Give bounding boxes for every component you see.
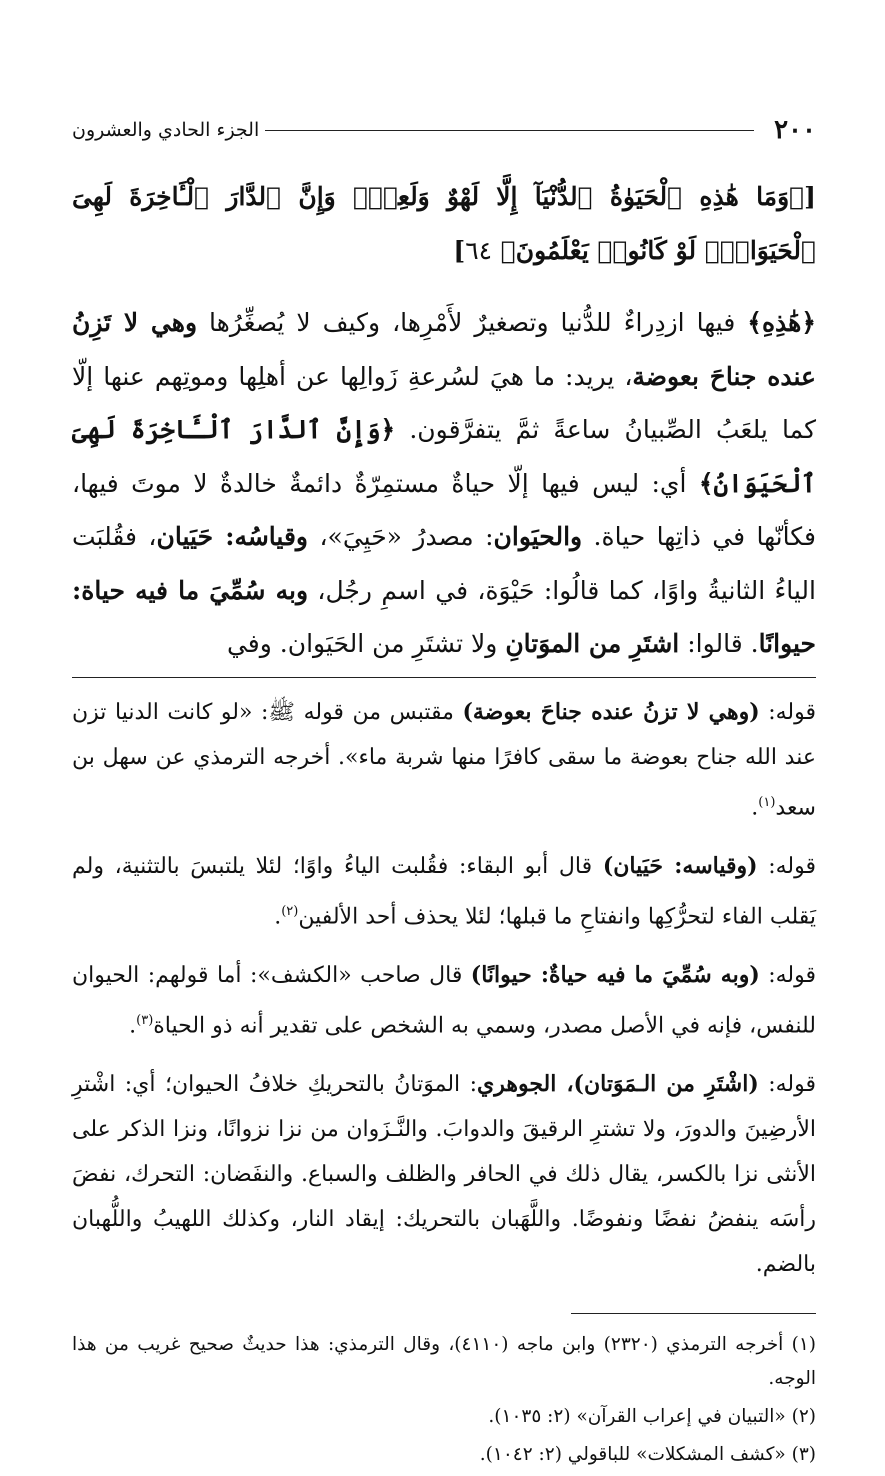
commentary-paragraph — [72, 953, 816, 1048]
footnote-item: (٣) «كشف المشكلات» للباقولي (٢: ١٠٤٢). — [479, 1444, 816, 1466]
tafsir-segment: : مصدرُ «حَيِيَ»، — [308, 522, 494, 551]
page — [72, 110, 816, 1476]
commentary-text: قال صاحب «الكشف»: أما قولهم: الحيوان للنفس، فإنه في الأصل مصدر، وسمي به الشخص على تقدير أنه ذو الحياة — [72, 963, 816, 1039]
commentary-text: : الموَتانُ بالتحريكِ خلافُ الحيوان؛ أي: اشْترِ الأرضِينَ والدورَ، ولا تشترِ الرقيقَ والدوابَ. والنَّـزَوان من نزا نزوانًا، ونزا الذكر على الأنثى نزا بالكسر، يقال ذلك في الحافر والظلف والسباع. والنفَضان: التحرك، نفضَ رأسَه ينفضُ نفضًا ونفوضًا. واللَّهَبان بالتحريك: إيقاد النار، وكذلك اللهيبُ واللُّهبان بالضم. — [72, 1072, 816, 1278]
tafsir-bold-segment: وبه سُمِّيَ ما فيه حياة: حيوانًا — [72, 575, 816, 658]
footnote-item: (٢) «التبيان في إعراب القرآن» (٢: ١٠٣٥). — [488, 1406, 816, 1428]
tafsir-segment: ، فقُلبَت الياءُ الثانيةُ واوًا، كما قالُوا: حَيْوَة، في اسمِ رجُل، — [72, 522, 816, 605]
commentary-lemma: (وقياسه: حَيَيان) — [602, 852, 758, 879]
verse-open-bracket: [ — [804, 182, 816, 211]
tafsir-bold-segment: والحيَوان — [493, 522, 583, 551]
quran-verse — [72, 170, 816, 278]
running-title: الجزء الحادي والعشرون — [72, 119, 260, 141]
section-divider — [72, 677, 816, 678]
verse-text: ﴿وَمَا هَٰذِهِ ٱلْحَيَوٰةُ ٱلدُّنْيَآ إِلَّا لَهْوٌ وَلَعِبٌۚ وَإِنَّ ٱلدَّارَ ٱلْـَٔاخِرَةَ لَهِىَ ٱلْحَيَوَانُۚ لَوْ كَانُوا۟ يَعْلَمُونَ﴾ — [72, 182, 816, 265]
commentary-prefix: قوله: — [759, 699, 816, 725]
commentary-end: . — [274, 904, 282, 930]
tafsir-bold-segment: وقياسُه: حَيَيان — [156, 522, 308, 551]
commentary-section — [72, 690, 816, 1288]
commentary-paragraph — [72, 1062, 816, 1287]
commentary-lemma: (اشْتَرِ من الـمَوَتان)، الجوهري — [477, 1071, 759, 1098]
commentary-paragraph — [72, 844, 816, 939]
footnote-item: (١) أخرجه الترمذي (٢٣٢٠) وابن ماجه (٤١١٠)، وقال الترمذي: هذا حديثٌ صحيح غريب من هذا الوجه. — [72, 1334, 816, 1390]
tafsir-text — [72, 296, 816, 671]
tafsir-segment: أي: ليس فيها إلّا حياةٌ مستمِرّةٌ دائمةٌ خالدةٌ لا موتَ فيها، فكأنّها في ذاتِها حياة. — [72, 468, 816, 551]
tafsir-segment: ولا تشتَرِ من الحَيَوان. وفي — [226, 629, 506, 658]
footnote-ref[interactable]: (٣) — [136, 1013, 154, 1029]
quote-inna-addar: ﴿وَإِنَّ ٱلدَّارَ ٱلْـَٔاخِرَةَ لَهِىَ ٱلْحَيَوَانُ﴾ — [72, 415, 817, 498]
footnote-divider — [571, 1313, 816, 1314]
footnotes — [72, 1328, 816, 1472]
commentary-end: . — [751, 794, 759, 820]
page-number: ٢٠٠ — [774, 115, 816, 145]
tafsir-bold-segment: اشتَرِ من الموَتانِ — [505, 629, 680, 658]
commentary-paragraph — [72, 690, 816, 830]
commentary-lemma: (وهي لا تزنُ عنده جناحَ بعوضة) — [462, 698, 760, 725]
footnote-ref[interactable]: (٢) — [281, 903, 299, 919]
commentary-text: مقتبس من قوله ﷺ: «لو كانت الدنيا تزن عند الله جناح بعوضة ما سقى كافرًا منها شربة ماء». أخرجه الترمذي عن سهل بن سعد — [72, 699, 816, 820]
header-rule — [265, 130, 754, 131]
commentary-prefix: قوله: — [757, 853, 817, 879]
commentary-prefix: قوله: — [758, 1072, 816, 1098]
running-header — [72, 110, 816, 150]
verse-close-bracket: ] — [453, 236, 466, 265]
tafsir-bold-segment: وهي لا تَزِنُ عنده جناحَ بعوضة — [72, 308, 816, 391]
tafsir-segment: فيها ازدِراءٌ للدُّنيا وتصغيرٌ لأَمْرِها، وكيف لا يُصغِّرُها — [197, 308, 748, 337]
footnote-ref[interactable]: (١) — [758, 794, 776, 810]
commentary-text: قال أبو البقاء: فقُلبت الياءُ واوًا؛ لئلا يلتبسَ بالتثنية، ولم يَقلب الفاء لتحرُّكِها وانفتاحِ ما قبلها؛ لئلا يحذف أحد الألفين — [72, 853, 816, 930]
tafsir-segment: . قالوا: — [679, 629, 759, 658]
commentary-lemma: (وبه سُمِّيَ ما فيه حياةٌ: حيوانًا) — [470, 962, 760, 989]
verse-number: ٦٤ — [465, 236, 493, 265]
commentary-prefix: قوله: — [759, 963, 816, 989]
quote-hadhihi: ﴿هَٰذِهِ﴾ — [747, 308, 816, 337]
commentary-end: . — [129, 1013, 137, 1039]
tafsir-segment: ، يريد: ما هيَ لسُرعةِ زَوالِها عن أهلِها وموتِهم عنها إلّا كما يلعَبُ الصِّبيانُ ساعةً ثمَّ يتفرَّقون. — [72, 361, 816, 444]
footnote-divider-holder — [72, 1313, 816, 1314]
